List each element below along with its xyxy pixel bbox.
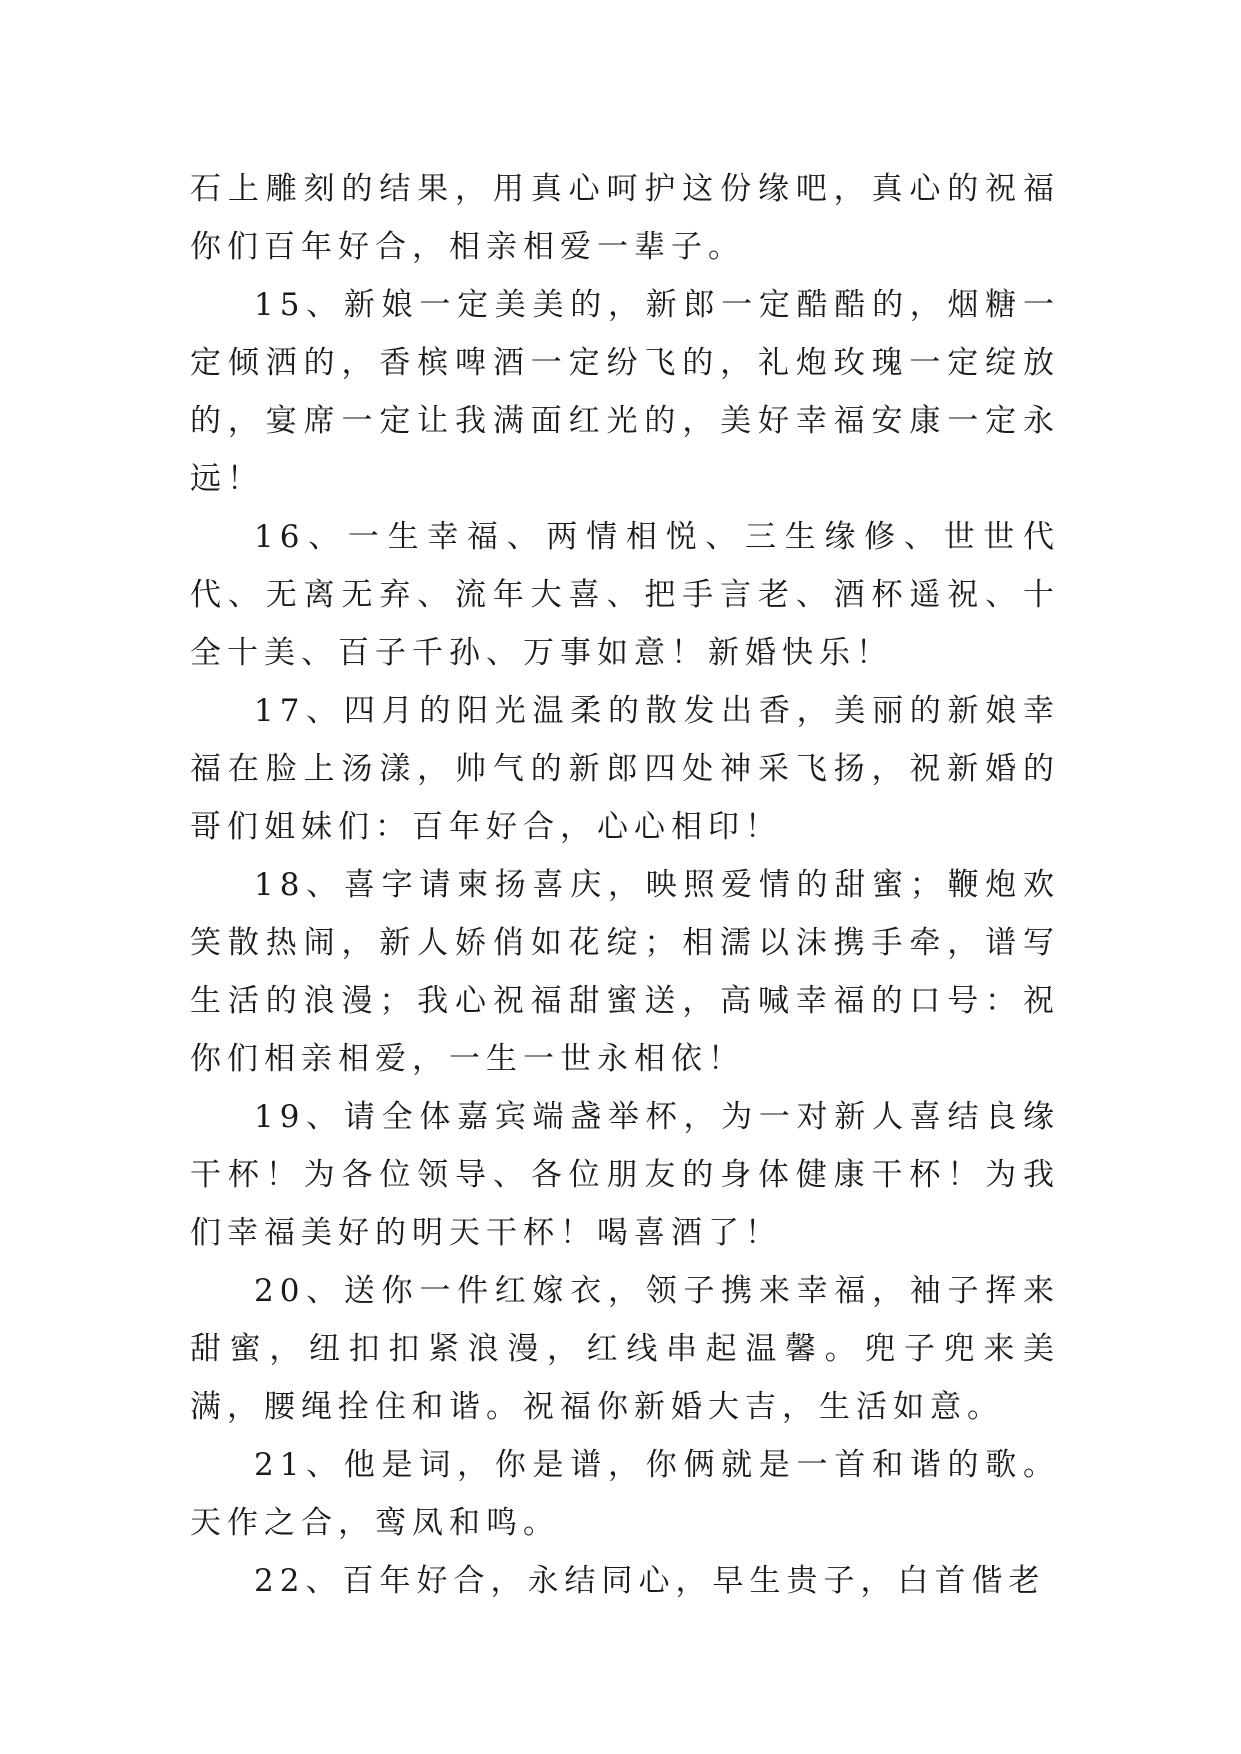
paragraph-continuation: 石上雕刻的结果，用真心呵护这份缘吧，真心的祝福你们百年好合，相亲相爱一辈子。 <box>190 171 1060 265</box>
paragraph-item-17: 17、四月的阳光温柔的散发出香，美丽的新娘幸福在脸上汤漾，帅气的新郎四处神采飞扬，祝新婚的哥们姐妹们：百年好合，心心相印！ <box>190 693 1060 845</box>
paragraph-item-16: 16、一生幸福、两情相悦、三生缘修、世世代代、无离无弃、流年大喜、把手言老、酒杯遥祝、十全十美、百子千孙、万事如意！新婚快乐！ <box>190 519 1060 671</box>
paragraph-item-18: 18、喜字请柬扬喜庆，映照爱情的甜蜜；鞭炮欢笑散热闹，新人娇俏如花绽；相濡以沫携手牵，谱写生活的浪漫；我心祝福甜蜜送，高喊幸福的口号：祝你们相亲相爱，一生一世永相依！ <box>190 867 1060 1077</box>
paragraph-item-22: 22、百年好合，永结同心，早生贵子，白首偕老 <box>254 1563 1046 1599</box>
paragraph-item-19: 19、请全体嘉宾端盏举杯，为一对新人喜结良缘干杯！为各位领导、各位朋友的身体健康干杯！为我们幸福美好的明天干杯！喝喜酒了！ <box>190 1099 1060 1251</box>
paragraph-item-21: 21、他是词，你是谱，你俩就是一首和谐的歌。天作之合，鸾凤和鸣。 <box>190 1447 1060 1541</box>
paragraph-item-20: 20、送你一件红嫁衣，领子携来幸福，袖子挥来甜蜜，纽扣扣紧浪漫，红线串起温馨。兜子兜来美满，腰绳拴住和谐。祝福你新婚大吉，生活如意。 <box>190 1273 1060 1425</box>
document-body <box>190 160 1060 1610</box>
paragraph-item-15: 15、新娘一定美美的，新郎一定酷酷的，烟糖一定倾洒的，香槟啤酒一定纷飞的，礼炮玫瑰一定绽放的，宴席一定让我满面红光的，美好幸福安康一定永远！ <box>190 287 1060 497</box>
